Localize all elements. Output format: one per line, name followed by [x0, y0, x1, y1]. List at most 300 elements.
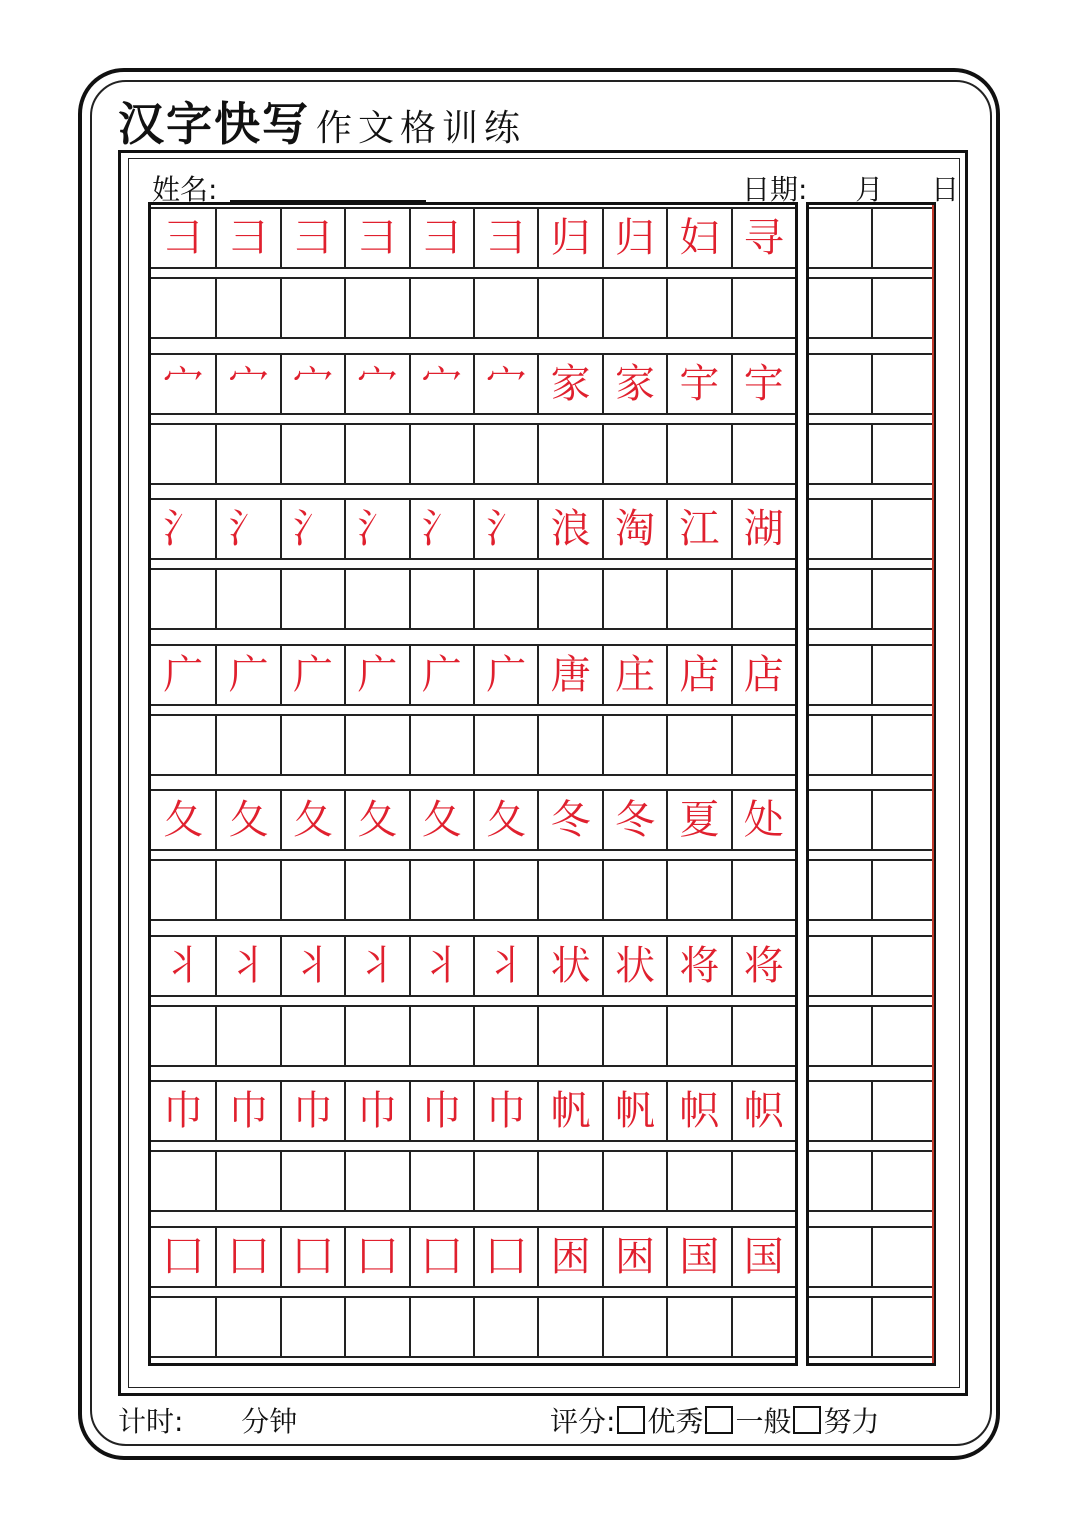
writing-cell[interactable] [602, 1152, 666, 1210]
writing-cell [151, 209, 215, 267]
writing-cell [409, 646, 473, 704]
writing-cell[interactable] [666, 716, 730, 774]
side-row [809, 935, 933, 997]
model-row [151, 353, 795, 415]
writing-cell[interactable] [409, 716, 473, 774]
writing-cell[interactable] [344, 425, 408, 483]
writing-cell[interactable] [280, 279, 344, 337]
writing-cell[interactable] [473, 1007, 537, 1065]
writing-cell[interactable] [731, 570, 795, 628]
writing-cell[interactable] [151, 1007, 215, 1065]
writing-cell[interactable] [666, 1152, 730, 1210]
writing-cell[interactable] [344, 570, 408, 628]
side-writing-cell[interactable] [809, 1298, 871, 1356]
writing-cell [151, 1082, 215, 1140]
model-row [151, 644, 795, 706]
writing-cell [344, 646, 408, 704]
model-character: 帆 [614, 1088, 655, 1134]
writing-cell [215, 646, 279, 704]
model-character: 宀 [357, 360, 398, 407]
model-character: 巾 [228, 1088, 269, 1134]
writing-cell [409, 355, 473, 413]
writing-cell[interactable] [409, 1152, 473, 1210]
side-row [809, 714, 933, 776]
writing-cell[interactable] [731, 861, 795, 919]
writing-cell[interactable] [537, 1007, 601, 1065]
writing-cell[interactable] [731, 279, 795, 337]
writing-cell [344, 209, 408, 267]
minutes-label: 分钟 [241, 1405, 298, 1438]
model-character: 氵 [292, 506, 333, 552]
writing-cell [602, 791, 666, 849]
writing-cell[interactable] [537, 1298, 601, 1356]
writing-cell [666, 791, 730, 849]
writing-cell [537, 791, 601, 849]
model-character: 氵 [421, 506, 462, 552]
writing-cell [666, 209, 730, 267]
side-writing-cell[interactable] [871, 570, 933, 628]
writing-cell [215, 1082, 279, 1140]
side-writing-cell[interactable] [809, 355, 871, 413]
model-character: 氵 [486, 506, 527, 552]
model-character: 唐 [550, 651, 591, 698]
side-writing-cell[interactable] [809, 209, 871, 267]
model-character: 宀 [163, 360, 204, 407]
writing-cell[interactable] [666, 1007, 730, 1065]
writing-cell [537, 646, 601, 704]
writing-cell[interactable] [344, 1007, 408, 1065]
side-writing-cell[interactable] [809, 646, 871, 704]
model-character: 妇 [679, 215, 720, 261]
model-character: 彐 [486, 215, 527, 261]
writing-cell[interactable] [602, 279, 666, 337]
writing-cell [151, 500, 215, 558]
model-character: 广 [163, 651, 204, 698]
writing-cell[interactable] [151, 1298, 215, 1356]
model-character: 夂 [163, 797, 204, 843]
model-character: 状 [550, 942, 591, 989]
side-writing-cell[interactable] [871, 1007, 933, 1065]
title-sub: 作文格训练 [316, 108, 527, 149]
writing-cell [731, 791, 795, 849]
writing-cell[interactable] [731, 1007, 795, 1065]
side-writing-cell[interactable] [809, 500, 871, 558]
writing-cell [602, 1082, 666, 1140]
writing-cell[interactable] [602, 716, 666, 774]
writing-cell[interactable] [280, 1298, 344, 1356]
model-character: 丬 [357, 942, 398, 989]
model-character: 丬 [421, 942, 462, 989]
model-character: 广 [486, 651, 527, 698]
side-writing-cell[interactable] [871, 937, 933, 995]
model-character: 囗 [357, 1233, 398, 1280]
writing-cell[interactable] [666, 1298, 730, 1356]
writing-cell[interactable] [409, 1298, 473, 1356]
writing-cell [666, 355, 730, 413]
writing-cell[interactable] [215, 570, 279, 628]
model-character: 氵 [228, 506, 269, 552]
day-label: 日 [931, 173, 960, 206]
model-character: 将 [743, 942, 784, 989]
model-character: 状 [614, 942, 655, 989]
model-character: 困 [614, 1233, 655, 1280]
writing-cell [409, 209, 473, 267]
writing-cell [280, 500, 344, 558]
writing-cell[interactable] [151, 716, 215, 774]
writing-cell [473, 646, 537, 704]
writing-cell [731, 355, 795, 413]
writing-cell [537, 500, 601, 558]
writing-cell [537, 937, 601, 995]
writing-cell [215, 937, 279, 995]
side-writing-cell[interactable] [871, 425, 933, 483]
writing-cell [731, 1082, 795, 1140]
model-character: 归 [550, 215, 591, 261]
side-row [809, 353, 933, 415]
writing-cell [473, 791, 537, 849]
model-character: 囗 [486, 1233, 527, 1280]
writing-cell[interactable] [473, 861, 537, 919]
writing-cell [537, 355, 601, 413]
side-writing-cell[interactable] [871, 861, 933, 919]
writing-cell [731, 209, 795, 267]
writing-cell [666, 1228, 730, 1286]
writing-cell[interactable] [344, 1152, 408, 1210]
side-writing-cell[interactable] [871, 791, 933, 849]
writing-cell[interactable] [151, 861, 215, 919]
model-character: 帜 [743, 1088, 784, 1134]
writing-cell [409, 937, 473, 995]
writing-cell[interactable] [215, 1152, 279, 1210]
model-character: 宀 [421, 360, 462, 407]
model-character: 丬 [228, 942, 269, 989]
writing-cell [215, 791, 279, 849]
model-character: 宀 [292, 360, 333, 407]
writing-cell[interactable] [473, 425, 537, 483]
side-writing-cell[interactable] [871, 1082, 933, 1140]
writing-cell[interactable] [666, 570, 730, 628]
writing-cell[interactable] [602, 570, 666, 628]
model-row [151, 789, 795, 851]
side-writing-cell[interactable] [809, 716, 871, 774]
writing-cell[interactable] [731, 425, 795, 483]
side-writing-cell[interactable] [809, 937, 871, 995]
side-practice-grid [806, 202, 936, 1366]
model-row [151, 1080, 795, 1142]
writing-cell[interactable] [537, 716, 601, 774]
model-character: 夂 [228, 797, 269, 843]
writing-cell[interactable] [602, 425, 666, 483]
practice-row [151, 277, 795, 339]
side-writing-cell[interactable] [871, 500, 933, 558]
writing-cell[interactable] [409, 1007, 473, 1065]
side-writing-cell[interactable] [809, 425, 871, 483]
writing-cell[interactable] [151, 1152, 215, 1210]
writing-cell [215, 1228, 279, 1286]
writing-cell[interactable] [473, 279, 537, 337]
month-label: 月 [855, 173, 884, 206]
timer [118, 1400, 297, 1440]
writing-cell[interactable] [602, 861, 666, 919]
writing-cell[interactable] [537, 570, 601, 628]
writing-cell [151, 791, 215, 849]
practice-row [151, 714, 795, 776]
model-character: 广 [421, 651, 462, 698]
writing-cell [602, 646, 666, 704]
writing-cell [731, 500, 795, 558]
side-writing-cell[interactable] [871, 279, 933, 337]
model-character: 彐 [228, 215, 269, 261]
model-character: 彐 [163, 215, 204, 261]
model-character: 夂 [292, 797, 333, 843]
model-character: 广 [292, 651, 333, 698]
writing-cell[interactable] [215, 1298, 279, 1356]
writing-cell [215, 355, 279, 413]
writing-cell [280, 209, 344, 267]
model-character: 夂 [357, 797, 398, 843]
writing-cell [731, 1228, 795, 1286]
model-row [151, 207, 795, 269]
writing-cell[interactable] [666, 425, 730, 483]
writing-cell[interactable] [215, 1007, 279, 1065]
model-character: 囗 [228, 1233, 269, 1280]
side-writing-cell[interactable] [809, 1152, 871, 1210]
side-row [809, 277, 933, 339]
writing-cell [602, 355, 666, 413]
writing-cell [409, 1228, 473, 1286]
writing-cell[interactable] [473, 716, 537, 774]
writing-cell[interactable] [280, 1152, 344, 1210]
model-character: 帆 [550, 1088, 591, 1134]
writing-cell[interactable] [280, 425, 344, 483]
date-label: 日期: [742, 173, 808, 206]
writing-cell[interactable] [731, 1152, 795, 1210]
model-character: 囗 [421, 1233, 462, 1280]
writing-cell[interactable] [602, 1298, 666, 1356]
model-character: 氵 [357, 506, 398, 552]
writing-cell [409, 500, 473, 558]
side-margin-line [932, 205, 934, 1363]
writing-cell[interactable] [666, 861, 730, 919]
side-writing-cell[interactable] [809, 1007, 871, 1065]
side-writing-cell[interactable] [809, 791, 871, 849]
model-character: 江 [679, 506, 720, 552]
model-character: 囗 [163, 1233, 204, 1280]
model-row [151, 935, 795, 997]
writing-cell[interactable] [280, 861, 344, 919]
model-character: 彐 [357, 215, 398, 261]
model-character: 广 [357, 651, 398, 698]
model-character: 国 [743, 1233, 784, 1280]
model-character: 巾 [486, 1088, 527, 1134]
side-row [809, 423, 933, 485]
writing-cell[interactable] [666, 279, 730, 337]
writing-cell [280, 791, 344, 849]
writing-cell[interactable] [537, 1152, 601, 1210]
writing-cell [666, 646, 730, 704]
writing-cell [473, 1082, 537, 1140]
side-row [809, 644, 933, 706]
writing-cell[interactable] [537, 861, 601, 919]
model-character: 广 [228, 651, 269, 698]
writing-cell [602, 937, 666, 995]
side-writing-cell[interactable] [809, 1082, 871, 1140]
title-main: 汉字快写 [118, 97, 310, 151]
writing-cell [731, 937, 795, 995]
writing-cell[interactable] [215, 279, 279, 337]
side-writing-cell[interactable] [809, 1228, 871, 1286]
writing-cell [666, 500, 730, 558]
writing-cell[interactable] [409, 425, 473, 483]
writing-cell [344, 791, 408, 849]
model-character: 巾 [292, 1088, 333, 1134]
writing-cell [473, 209, 537, 267]
writing-cell [602, 209, 666, 267]
side-writing-cell[interactable] [809, 861, 871, 919]
writing-cell [537, 209, 601, 267]
score-checkbox-average[interactable] [705, 1406, 733, 1434]
side-writing-cell[interactable] [871, 209, 933, 267]
writing-cell[interactable] [409, 861, 473, 919]
writing-cell [344, 937, 408, 995]
writing-cell [602, 500, 666, 558]
practice-row [151, 1150, 795, 1212]
model-character: 宀 [228, 360, 269, 407]
side-writing-cell[interactable] [871, 1152, 933, 1210]
model-character: 巾 [421, 1088, 462, 1134]
side-row [809, 1296, 933, 1358]
writing-cell[interactable] [215, 425, 279, 483]
writing-cell[interactable] [473, 570, 537, 628]
score-checkbox-effort[interactable] [793, 1406, 821, 1434]
side-row [809, 1005, 933, 1067]
writing-cell[interactable] [537, 425, 601, 483]
side-writing-cell[interactable] [871, 646, 933, 704]
writing-cell [409, 1082, 473, 1140]
side-row [809, 1226, 933, 1288]
writing-cell[interactable] [731, 716, 795, 774]
writing-cell[interactable] [409, 279, 473, 337]
model-character: 店 [679, 651, 720, 698]
side-writing-cell[interactable] [871, 355, 933, 413]
page-title [118, 88, 527, 151]
writing-cell[interactable] [731, 1298, 795, 1356]
writing-cell [666, 937, 730, 995]
writing-cell[interactable] [280, 570, 344, 628]
writing-cell[interactable] [280, 1007, 344, 1065]
writing-cell[interactable] [344, 861, 408, 919]
model-character: 庄 [614, 651, 655, 698]
model-character: 家 [550, 360, 591, 407]
side-writing-cell[interactable] [871, 1228, 933, 1286]
model-character: 国 [679, 1233, 720, 1280]
model-character: 宇 [679, 360, 720, 407]
writing-cell [215, 500, 279, 558]
writing-cell[interactable] [344, 1298, 408, 1356]
name-label: 姓名: [152, 173, 218, 206]
side-writing-cell[interactable] [871, 716, 933, 774]
writing-cell [344, 500, 408, 558]
model-character: 困 [550, 1233, 591, 1280]
writing-cell [151, 937, 215, 995]
writing-cell [473, 355, 537, 413]
writing-cell[interactable] [473, 1298, 537, 1356]
writing-cell [280, 646, 344, 704]
side-writing-cell[interactable] [809, 570, 871, 628]
score-option-average: 一般 [735, 1405, 792, 1438]
writing-cell [151, 1228, 215, 1286]
practice-row [151, 568, 795, 630]
side-writing-cell[interactable] [871, 1298, 933, 1356]
score [550, 1400, 879, 1440]
writing-cell[interactable] [602, 1007, 666, 1065]
writing-cell [537, 1228, 601, 1286]
writing-cell[interactable] [215, 861, 279, 919]
writing-cell [344, 355, 408, 413]
model-character: 彐 [421, 215, 462, 261]
model-character: 湖 [743, 506, 784, 552]
writing-cell [280, 355, 344, 413]
model-character: 冬 [614, 797, 655, 843]
writing-cell[interactable] [344, 279, 408, 337]
writing-cell[interactable] [280, 716, 344, 774]
model-character: 浪 [550, 506, 591, 552]
writing-cell[interactable] [537, 279, 601, 337]
model-character: 宇 [743, 360, 784, 407]
side-row [809, 859, 933, 921]
score-checkbox-excellent[interactable] [617, 1406, 645, 1434]
practice-row [151, 859, 795, 921]
writing-cell[interactable] [151, 570, 215, 628]
side-row [809, 789, 933, 851]
practice-grid [148, 202, 798, 1366]
writing-cell[interactable] [151, 425, 215, 483]
writing-cell [280, 937, 344, 995]
writing-cell[interactable] [344, 716, 408, 774]
model-character: 归 [614, 215, 655, 261]
writing-cell[interactable] [473, 1152, 537, 1210]
writing-cell [280, 1228, 344, 1286]
model-row [151, 498, 795, 560]
model-character: 夂 [486, 797, 527, 843]
side-writing-cell[interactable] [809, 279, 871, 337]
writing-cell [409, 791, 473, 849]
writing-cell [344, 1228, 408, 1286]
writing-cell [344, 1082, 408, 1140]
writing-cell [602, 1228, 666, 1286]
practice-row [151, 1005, 795, 1067]
side-row [809, 498, 933, 560]
model-character: 巾 [357, 1088, 398, 1134]
side-row [809, 1150, 933, 1212]
model-character: 寻 [743, 215, 784, 261]
writing-cell[interactable] [409, 570, 473, 628]
writing-cell [537, 1082, 601, 1140]
writing-cell [215, 209, 279, 267]
side-row [809, 568, 933, 630]
score-option-effort: 努力 [823, 1405, 880, 1438]
writing-cell[interactable] [215, 716, 279, 774]
model-character: 处 [743, 797, 784, 843]
side-row [809, 207, 933, 269]
writing-cell [473, 1228, 537, 1286]
writing-cell[interactable] [151, 279, 215, 337]
writing-cell [666, 1082, 730, 1140]
model-character: 丬 [292, 942, 333, 989]
writing-cell [151, 355, 215, 413]
score-label: 评分: [550, 1405, 616, 1438]
model-character: 氵 [163, 506, 204, 552]
